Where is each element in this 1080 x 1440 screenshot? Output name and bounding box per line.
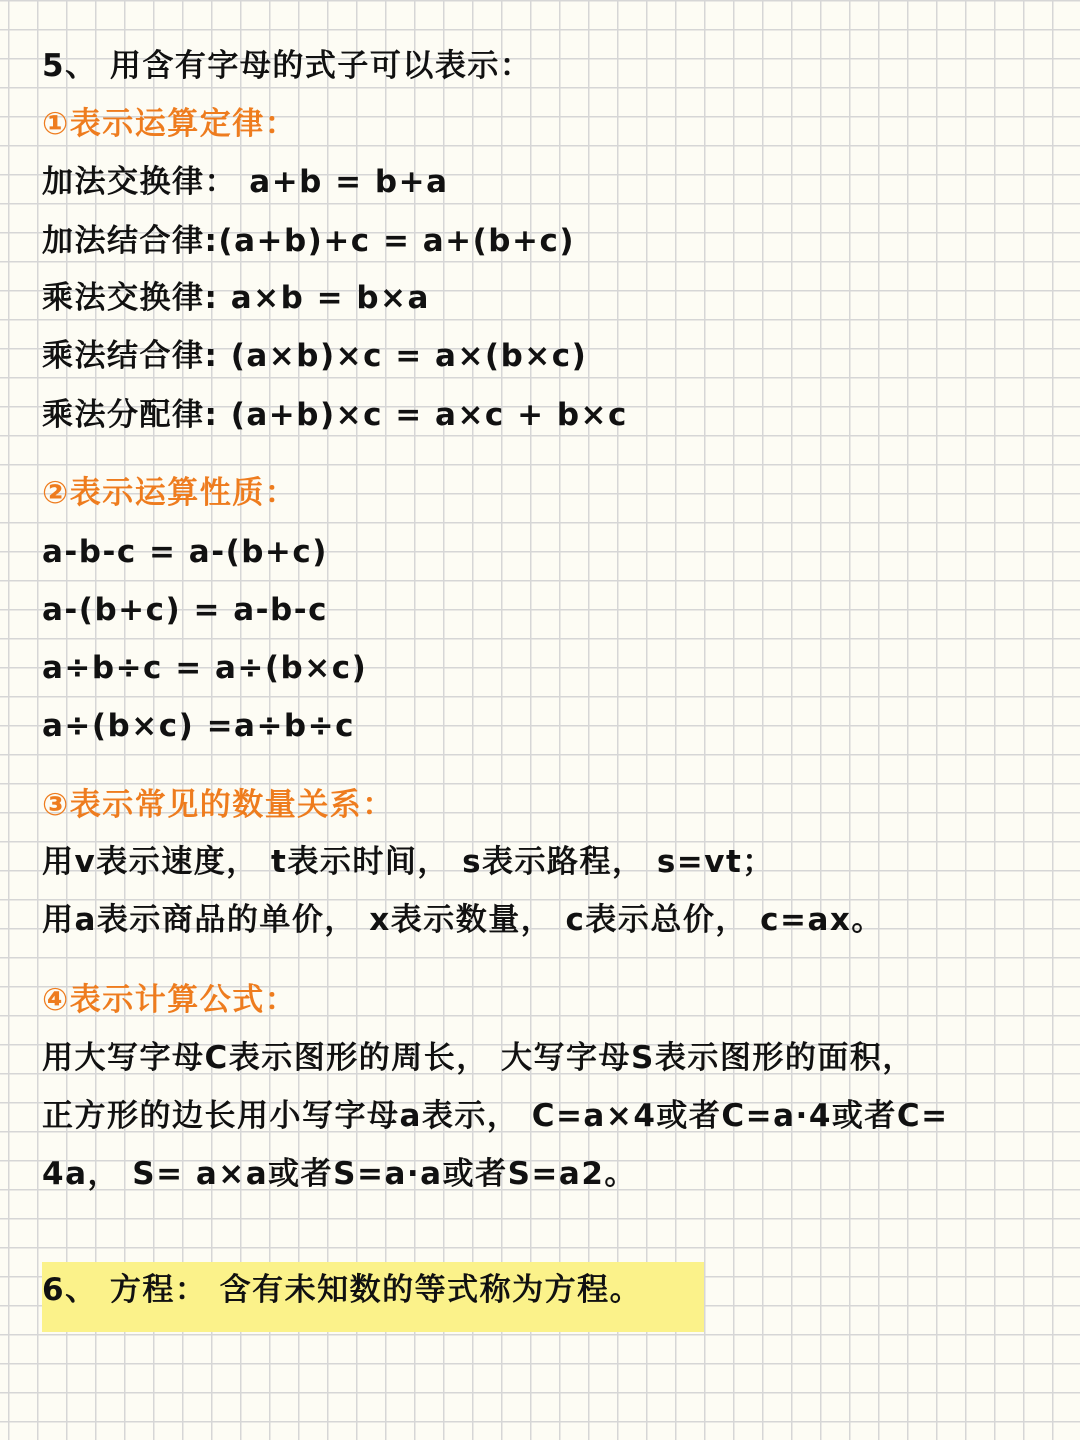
- subheading-quantity-relations: ③表示常见的数量关系：: [42, 787, 395, 823]
- property-line: a÷(b×c) =a÷b÷c: [42, 708, 355, 744]
- formula-line: 4a， S= a×a或者S=a·a或者S=a2。: [42, 1156, 637, 1192]
- formula-line: 用大写字母C表示图形的周长， 大写字母S表示图形的面积，: [42, 1040, 915, 1076]
- law-multiplication-distributive: 乘法分配律: (a+b)×c = a×c + b×c: [42, 397, 628, 433]
- relation-price-quantity-total: 用a表示商品的单价， x表示数量， c表示总价， c=ax。: [42, 902, 884, 938]
- subheading-operation-laws: ①表示运算定律：: [42, 106, 298, 142]
- subheading-operation-properties: ②表示运算性质：: [42, 475, 298, 511]
- law-multiplication-associative: 乘法结合律: (a×b)×c = a×(b×c): [42, 338, 588, 374]
- law-multiplication-commutative: 乘法交换律: a×b = b×a: [42, 280, 430, 316]
- notes-page: [42, 0, 1062, 1440]
- section-5-title: 5、 用含有字母的式子可以表示：: [42, 48, 533, 84]
- property-line: a-(b+c) = a-b-c: [42, 592, 328, 628]
- subheading-formulas: ④表示计算公式：: [42, 982, 298, 1018]
- property-line: a÷b÷c = a÷(b×c): [42, 650, 368, 686]
- section-6-equation-definition: 6、 方程： 含有未知数的等式称为方程。: [42, 1272, 643, 1308]
- formula-line: 正方形的边长用小写字母a表示， C=a×4或者C=a·4或者C=: [42, 1098, 949, 1134]
- law-addition-associative: 加法结合律:(a+b)+c = a+(b+c): [42, 223, 575, 259]
- relation-speed-time-distance: 用v表示速度， t表示时间， s表示路程， s=vt；: [42, 844, 775, 880]
- property-line: a-b-c = a-(b+c): [42, 534, 328, 570]
- law-addition-commutative: 加法交换律： a+b = b+a: [42, 164, 449, 200]
